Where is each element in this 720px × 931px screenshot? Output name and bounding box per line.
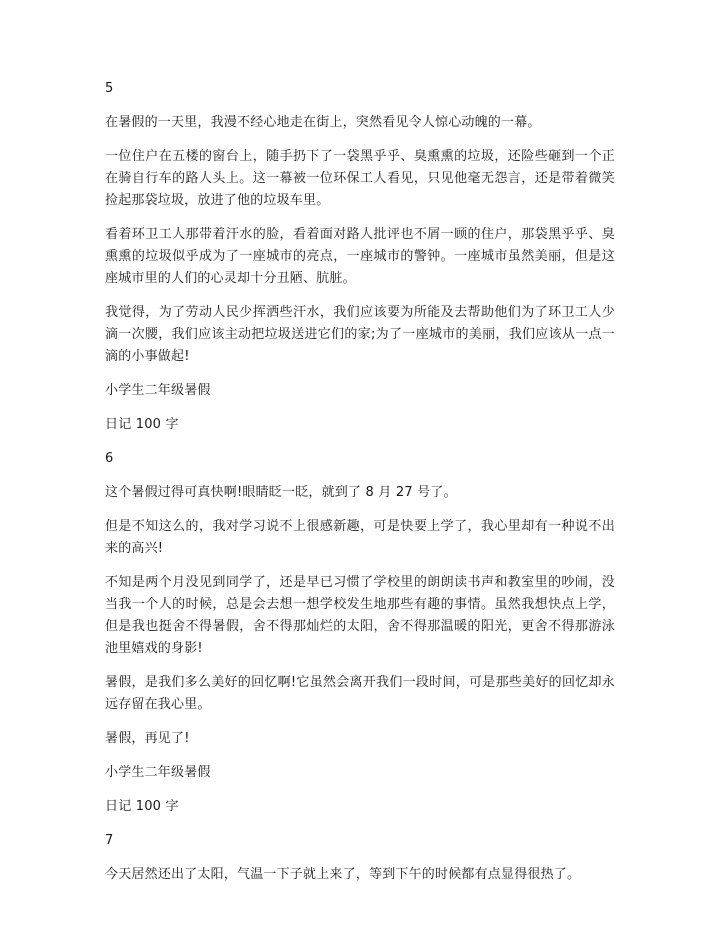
paragraph: 我觉得，为了劳动人民少挥洒些汗水，我们应该要为所能及去帮助他们为了环卫工人少滴一次腰，我们应该主动把垃圾送进它们的家;为了一座城市的美丽，我们应该从一点一滴的小事做起!	[105, 305, 615, 364]
paragraph: 不知是两个月没见到同学了，还是早已习惯了学校里的朗朗读书声和教室里的吵闹，没当我一个人的时候，总是会去想一想学校发生地那些有趣的事情。虽然我想快点上学，但是我也挺舍不得暑假，舍不得那灿烂的太阳，舍不得那温暖的阳光，更舍不得那游泳池里嬉戏的身影!	[105, 575, 615, 656]
paragraph: 暑假，是我们多么美好的回忆啊!它虽然会离开我们一段时间，可是那些美好的回忆却永远存留在我心里。	[105, 675, 615, 712]
paragraph: 看着环卫工人那带着汗水的脸，看着面对路人批评也不屑一顾的住户，那袋黑乎乎、臭熏熏的垃圾似乎成为了一座城市的亮点，一座城市的警钟。一座城市虽然美丽，但是这座城市里的人们的心灵却十分丑陋、肮脏。	[105, 227, 615, 286]
paragraph: 暑假，再见了!	[105, 731, 190, 746]
subheading: 日记 100 字	[105, 417, 179, 432]
paragraph: 一位住户在五楼的窗台上，随手扔下了一袋黑乎乎、臭熏熏的垃圾，还险些砸到一个正在骑自行车的路人头上。这一幕被一位环保工人看见，只见他毫无怨言，还是带着微笑捡起那袋垃圾，放进了他的垃圾车里。	[105, 149, 615, 208]
section-number: 5	[105, 81, 114, 96]
document-page	[105, 78, 615, 898]
paragraph: 这个暑假过得可真快啊!眼睛眨一眨，就到了 8 月 27 号了。	[105, 485, 457, 500]
section-number: 6	[105, 451, 114, 466]
paragraph: 今天居然还出了太阳，气温一下子就上来了，等到下午的时候都有点显得很热了。	[105, 867, 581, 882]
section-number: 7	[105, 833, 114, 848]
paragraph: 在暑假的一天里，我漫不经心地走在街上，突然看见令人惊心动魄的一幕。	[105, 115, 541, 130]
subheading: 小学生二年级暑假	[105, 383, 211, 398]
paragraph: 但是不知这么的，我对学习说不上很感新趣，可是快要上学了，我心里却有一种说不出来的高兴!	[105, 519, 615, 556]
subheading: 小学生二年级暑假	[105, 765, 211, 780]
subheading: 日记 100 字	[105, 799, 179, 814]
